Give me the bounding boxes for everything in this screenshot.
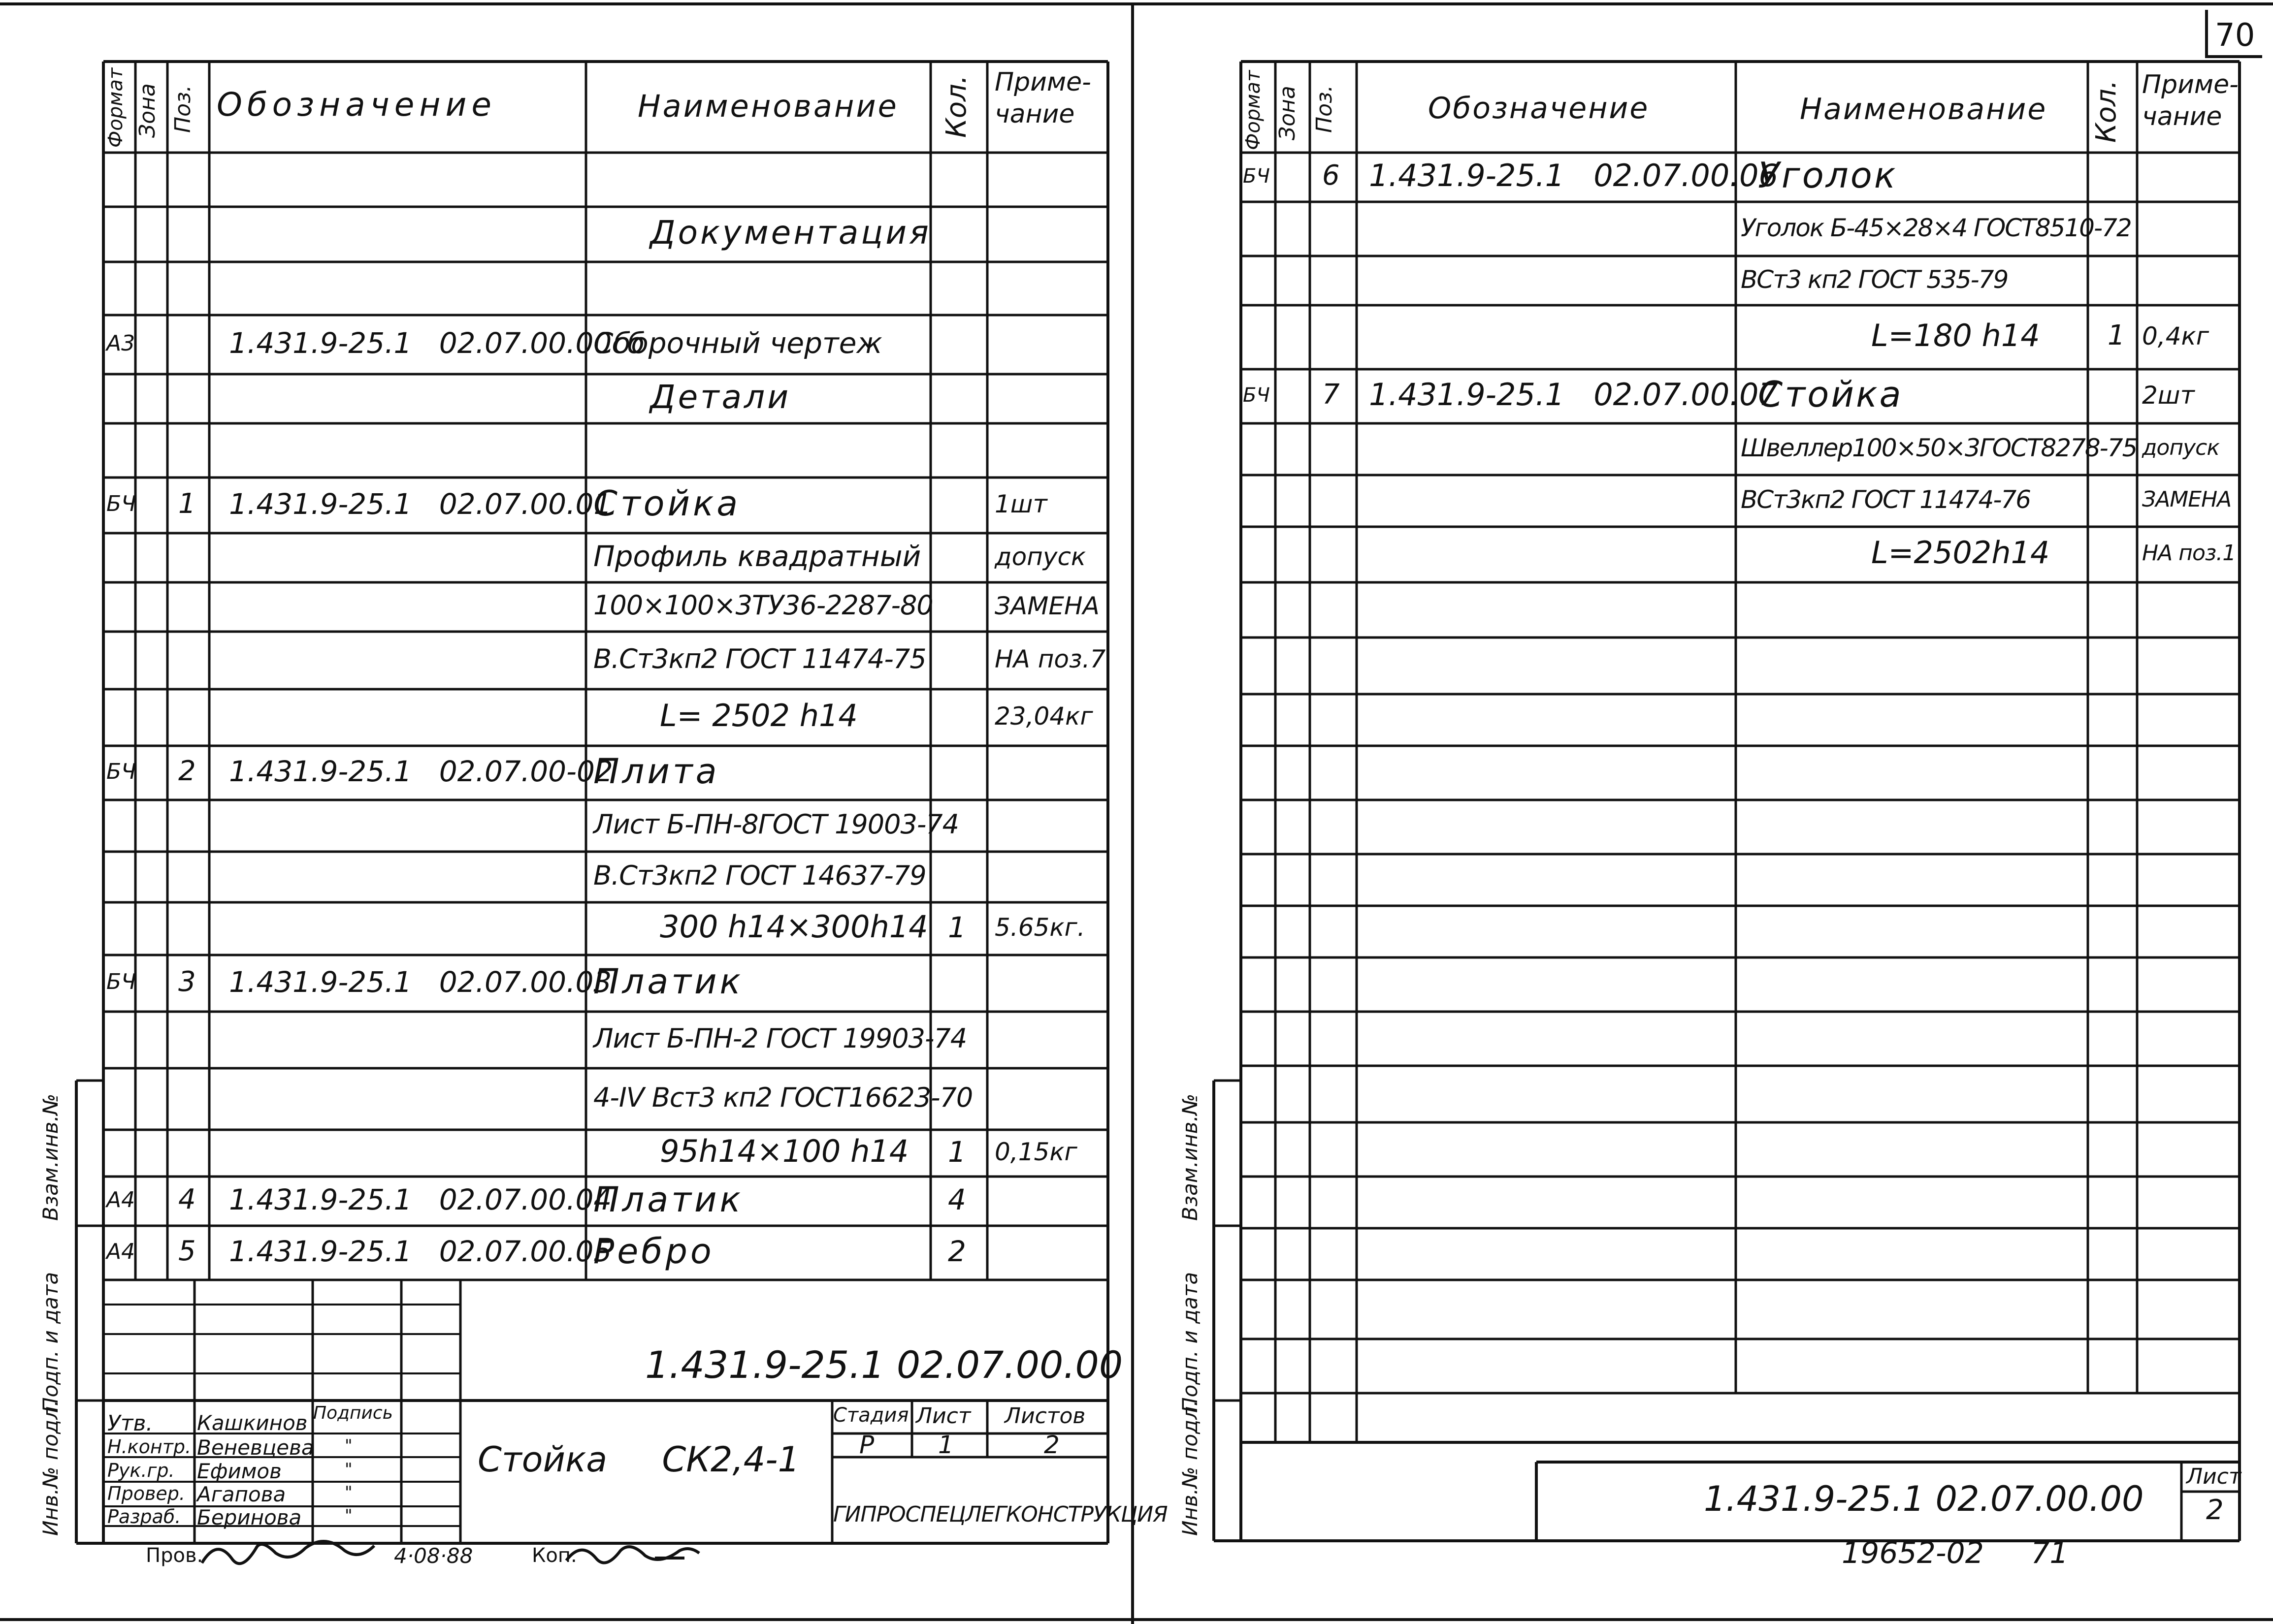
product-name: Стойка СК2,4-1 xyxy=(478,1439,800,1480)
right-row-0-fmt: БЧ xyxy=(1243,165,1270,188)
right-row-5-name: Швеллер100×50×3ГОСТ8278-75 xyxy=(1741,434,2137,462)
left-row-15-name: Платик xyxy=(593,961,744,1002)
right-row-4-fmt: БЧ xyxy=(1243,384,1270,407)
left-row-14-name: 300 h14×300h14 xyxy=(660,909,928,945)
header-note: Приме- чание xyxy=(995,67,1091,129)
title-designation: 1.431.9-25.1 02.07.00.00 xyxy=(645,1343,1123,1387)
left-row-9-note: НА поз.7 xyxy=(995,645,1106,673)
left-row-14-note: 5.65кг. xyxy=(995,913,1085,942)
header-pos-right: Поз. xyxy=(1312,85,1337,133)
stage-label: Стадия xyxy=(833,1404,909,1427)
left-row-20-des: 1.431.9-25.1 02.07.00.05 xyxy=(229,1235,612,1269)
signer-0: Кашкинов xyxy=(197,1411,308,1435)
header-format-right: Формат xyxy=(1242,70,1265,150)
sheet-value: 1 xyxy=(938,1431,954,1459)
footer-sheet-label: Лист xyxy=(2186,1464,2241,1489)
sheets-value: 2 xyxy=(1044,1431,1060,1459)
right-row-4-name: Стойка xyxy=(1758,374,1903,415)
right-row-4-note: 2шт xyxy=(2142,381,2195,410)
left-row-11-pos: 2 xyxy=(178,755,196,788)
role-0: Утв. xyxy=(107,1411,153,1436)
header-designation-right: Обозначение xyxy=(1428,91,1650,126)
left-row-20-qty: 2 xyxy=(948,1235,966,1269)
left-row-6-des: 1.431.9-25.1 02.07.00.01 xyxy=(229,487,612,521)
header-name-right: Наименование xyxy=(1800,92,2047,127)
header-zone: Зона xyxy=(135,83,160,138)
header-note-right: Приме- чание xyxy=(2142,70,2239,131)
right-row-7-name: L=2502h14 xyxy=(1871,535,2050,571)
left-row-15-pos: 3 xyxy=(178,965,196,998)
side-label-replace-inv-right: Взам.инв.№ xyxy=(1178,1093,1202,1221)
left-row-3-fmt: А3 xyxy=(106,330,135,356)
role-3: Провер. xyxy=(107,1483,185,1504)
left-row-7-note: допуск xyxy=(995,542,1086,571)
left-row-4-name: Детали xyxy=(650,378,791,416)
left-row-6-fmt: БЧ xyxy=(106,491,136,517)
right-row-6-name: ВСт3кп2 ГОСТ 11474-76 xyxy=(1741,485,2031,514)
left-row-11-name: Плита xyxy=(593,751,720,792)
right-row-0-name: Уголок xyxy=(1758,155,1898,196)
left-row-17-name: 4-IV Вст3 кп2 ГОСТ16623-70 xyxy=(593,1082,973,1113)
header-name: Наименование xyxy=(638,88,899,124)
footer-archive-number: 19652-02 71 xyxy=(1842,1536,2069,1570)
role-4: Разраб. xyxy=(107,1506,181,1528)
organization: ГИПРОСПЕЦЛЕГКОНСТРУКЦИЯ xyxy=(833,1502,1168,1527)
left-row-18-note: 0,15кг xyxy=(995,1138,1077,1166)
left-row-8-name: 100×100×3ТУ36-2287-80 xyxy=(593,590,933,621)
side-label-orig-inv-right: Инв.№ подл. xyxy=(1178,1400,1202,1536)
left-row-3-name: Сборочный чертеж xyxy=(593,326,882,360)
header-format: Формат xyxy=(104,67,127,148)
left-row-18-qty: 1 xyxy=(948,1135,966,1169)
right-row-4-pos: 7 xyxy=(1322,379,1340,411)
right-row-3-qty: 1 xyxy=(2108,319,2125,352)
side-label-sign-date: Подп. и дата xyxy=(38,1272,63,1413)
left-row-10-name: L= 2502 h14 xyxy=(660,698,858,734)
left-row-6-note: 1шт xyxy=(995,490,1047,518)
left-row-20-pos: 5 xyxy=(178,1235,196,1268)
sig-header: Подпись xyxy=(313,1403,393,1423)
left-row-11-des: 1.431.9-25.1 02.07.00-02 xyxy=(229,755,613,789)
right-row-3-note: 0,4кг xyxy=(2142,321,2209,350)
checked-date: 4·08·88 xyxy=(394,1544,473,1568)
left-row-1-name: Документация xyxy=(650,213,931,252)
signer-4: Беринова xyxy=(197,1505,302,1529)
header-qty-right: Кол. xyxy=(2090,80,2122,143)
left-row-15-fmt: БЧ xyxy=(106,969,136,995)
left-row-19-name: Платик xyxy=(593,1179,744,1220)
side-label-sign-date-right: Подп. и дата xyxy=(1178,1272,1202,1413)
right-row-5-note: допуск xyxy=(2142,435,2219,461)
left-row-12-name: Лист Б-ПН-8ГОСТ 19003-74 xyxy=(593,808,959,840)
left-row-16-name: Лист Б-ПН-2 ГОСТ 19903-74 xyxy=(593,1022,967,1054)
left-row-10-note: 23,04кг xyxy=(995,702,1093,731)
header-qty: Кол. xyxy=(941,75,973,138)
side-label-replace-inv: Взам.инв.№ xyxy=(38,1093,63,1221)
right-row-1-name: Уголок Б-45×28×4 ГОСТ8510-72 xyxy=(1741,213,2131,242)
right-row-4-des: 1.431.9-25.1 02.07.00.07 xyxy=(1369,376,1778,413)
sig-mark-3: " xyxy=(345,1506,353,1526)
footer-designation: 1.431.9-25.1 02.07.00.00 xyxy=(1704,1479,2144,1519)
left-row-6-pos: 1 xyxy=(178,487,196,520)
sig-mark-2: " xyxy=(345,1483,353,1502)
left-row-14-qty: 1 xyxy=(948,910,966,944)
right-row-0-pos: 6 xyxy=(1322,159,1340,192)
role-1: Н.контр. xyxy=(107,1436,192,1458)
role-2: Рук.гр. xyxy=(107,1460,175,1481)
left-row-6-name: Стойка xyxy=(593,483,741,524)
left-row-7-name: Профиль квадратный xyxy=(593,540,921,573)
signer-1: Веневцева xyxy=(197,1435,314,1460)
page-number: 70 xyxy=(2215,17,2255,54)
right-row-0-des: 1.431.9-25.1 02.07.00.06 xyxy=(1369,157,1778,193)
header-zone-right: Зона xyxy=(1275,86,1300,140)
left-row-11-fmt: БЧ xyxy=(106,759,136,784)
sig-mark-1: " xyxy=(345,1460,353,1479)
stage-value: Р xyxy=(859,1431,875,1459)
copied-label: Коп. xyxy=(532,1544,577,1567)
left-row-19-pos: 4 xyxy=(178,1183,196,1216)
signer-2: Ефимов xyxy=(197,1459,282,1483)
left-row-18-name: 95h14×100 h14 xyxy=(660,1133,909,1170)
sheets-label: Листов xyxy=(1005,1403,1086,1429)
right-row-7-note: НА поз.1 xyxy=(2142,541,2236,566)
footer-sheet: 2 xyxy=(2206,1494,2224,1526)
right-row-6-note: ЗАМЕНА xyxy=(2142,487,2232,512)
right-row-3-name: L=180 h14 xyxy=(1871,317,2040,353)
left-row-9-name: В.Ст3кп2 ГОСТ 11474-75 xyxy=(593,643,926,674)
left-row-15-des: 1.431.9-25.1 02.07.00.03 xyxy=(229,965,612,999)
right-row-2-name: ВСт3 кп2 ГОСТ 535-79 xyxy=(1741,265,2008,294)
header-pos: Поз. xyxy=(170,85,195,133)
header-designation: Обозначение xyxy=(217,86,496,124)
left-row-19-qty: 4 xyxy=(948,1183,966,1217)
left-row-20-name: Ребро xyxy=(593,1231,714,1272)
side-label-orig-inv: Инв.№ подл. xyxy=(38,1400,63,1536)
sig-mark-0: " xyxy=(345,1436,353,1456)
left-row-13-name: В.Ст3кп2 ГОСТ 14637-79 xyxy=(593,860,926,891)
left-row-19-fmt: А4 xyxy=(106,1187,135,1212)
left-row-3-des: 1.431.9-25.1 02.07.00.00сб xyxy=(229,326,645,360)
left-row-8-note: ЗАМЕНА xyxy=(995,591,1100,620)
checked-label: Пров. xyxy=(146,1544,203,1567)
left-row-20-fmt: А4 xyxy=(106,1239,135,1264)
left-row-19-des: 1.431.9-25.1 02.07.00.04 xyxy=(229,1183,612,1217)
sheet-label: Лист xyxy=(916,1403,971,1429)
signer-3: Агапова xyxy=(197,1482,286,1506)
